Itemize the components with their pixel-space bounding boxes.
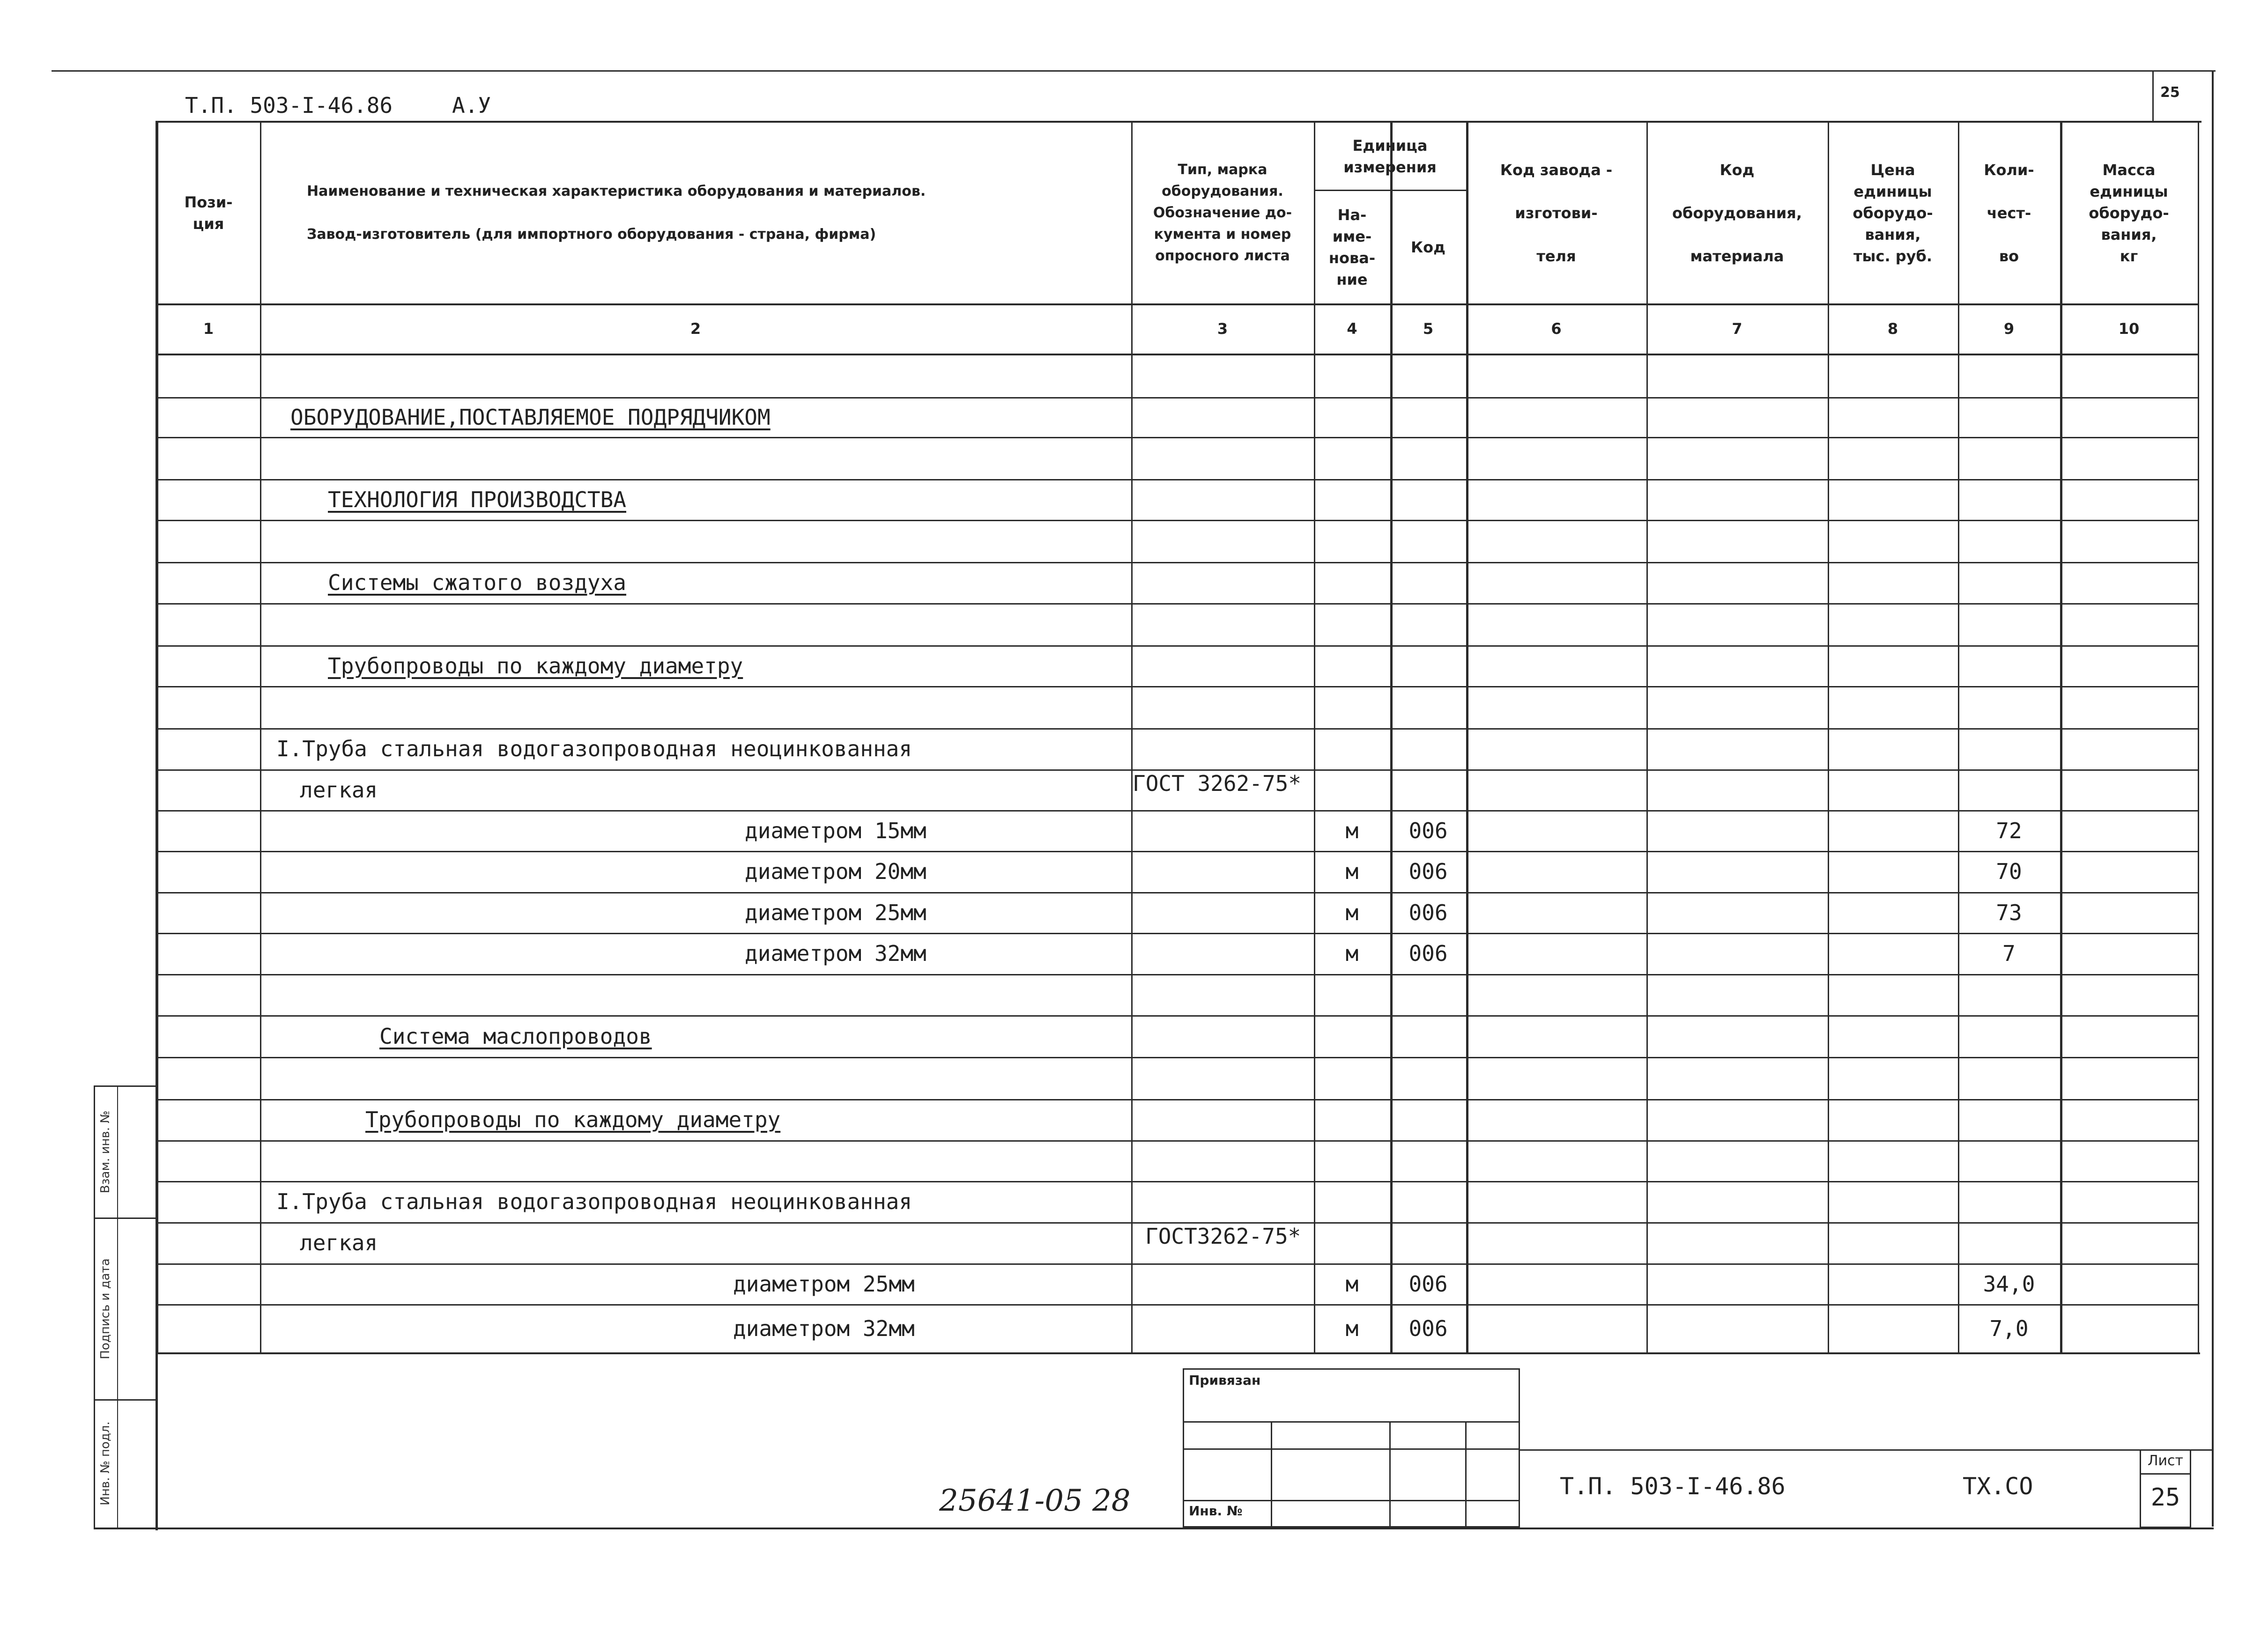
column-number-9: 9 [2003, 319, 2015, 338]
row-name: диаметром 15мм [745, 818, 926, 843]
column-header-7: Код оборудования, материала [1672, 161, 1802, 265]
row-name: Система маслопроводов [379, 1023, 652, 1049]
row-code [1390, 1181, 1466, 1222]
row-qty [1958, 686, 2060, 728]
corner-mark: 25 [2160, 84, 2180, 101]
row-qty [1958, 1181, 2060, 1222]
row-code [1390, 437, 1466, 479]
row-code [1390, 397, 1466, 437]
table-row [0, 933, 2268, 974]
row-qty [1958, 1222, 2060, 1263]
row-qty [1958, 603, 2060, 645]
row-code [1390, 1015, 1466, 1057]
row-unit [1314, 1057, 1390, 1099]
table-row [0, 479, 2268, 520]
side-label-signature-date: Подпись и дата [98, 1258, 112, 1359]
row-code: 006 [1408, 1271, 1448, 1297]
row-unit [1314, 397, 1390, 437]
table-row [0, 851, 2268, 892]
row-unit [1314, 1099, 1390, 1140]
column-header-9: Коли- чест- во [1984, 161, 2034, 265]
frame-top [52, 70, 2216, 72]
table-row [0, 520, 2268, 562]
row-name: ОБОРУДОВАНИЕ,ПОСТАВЛЯЕМОЕ ПОДРЯДЧИКОМ [290, 404, 771, 430]
table-row [0, 603, 2268, 645]
column-number-6: 6 [1551, 319, 1562, 338]
side-stamp-div1 [94, 1085, 157, 1087]
column-header-1: Пози- ция [184, 193, 233, 233]
row-name: I.Труба стальная водогазопроводная неоцинкованная [276, 736, 912, 761]
column-header-3: Тип, марка оборудования. Обозначение до- кумента и номер опросного листа [1153, 162, 1292, 264]
row-unit: м [1345, 900, 1359, 925]
row-code: 006 [1408, 941, 1448, 966]
row-unit [1314, 1015, 1390, 1057]
binding-v1 [1271, 1421, 1272, 1527]
row-unit: м [1345, 859, 1359, 884]
row-name: диаметром 25мм [745, 900, 926, 925]
table-row [0, 562, 2268, 603]
row-qty [1958, 479, 2060, 520]
row-qty [1958, 437, 2060, 479]
row-qty [1958, 769, 2060, 810]
row-qty: 73 [1996, 900, 2022, 925]
row-code [1390, 1099, 1466, 1140]
row-unit [1314, 1140, 1390, 1181]
column-header-5: Код [1411, 238, 1445, 256]
row-code [1390, 645, 1466, 686]
row-qty [1958, 1099, 2060, 1140]
row-unit [1314, 520, 1390, 562]
row-unit [1314, 974, 1390, 1015]
table-row [0, 1304, 2268, 1352]
row-qty [1958, 645, 2060, 686]
row-name: диаметром 32мм [745, 941, 926, 966]
frame-bottom [94, 1528, 2214, 1529]
table-row [0, 355, 2268, 397]
table-bottom [156, 1352, 2200, 1354]
row-qty: 70 [1996, 859, 2022, 884]
doc-mark: ТХ.СО [1963, 1473, 2033, 1500]
row-code [1390, 520, 1466, 562]
column-number-3: 3 [1217, 319, 1228, 338]
row-unit [1314, 728, 1390, 769]
column-number-10: 10 [2118, 319, 2140, 338]
row-unit [1314, 355, 1390, 397]
row-unit [1314, 769, 1390, 810]
table-row [0, 645, 2268, 686]
column-number-1: 1 [203, 319, 214, 338]
table-row [0, 1263, 2268, 1304]
row-qty [1958, 974, 2060, 1015]
table-row [0, 892, 2268, 933]
row-name: I.Труба стальная водогазопроводная неоцинкованная [276, 1189, 912, 1214]
side-stamp-left [94, 1085, 95, 1529]
column-header-6: Код завода - изготови- теля [1500, 161, 1613, 265]
row-unit [1314, 562, 1390, 603]
row-code [1390, 686, 1466, 728]
row-unit [1314, 1222, 1390, 1263]
corner-divider [2152, 70, 2154, 122]
table-row [0, 1140, 2268, 1181]
row-qty [1958, 1140, 2060, 1181]
album-code: А.У [452, 93, 491, 118]
row-name: ТЕХНОЛОГИЯ ПРОИЗВОДСТВА [328, 487, 626, 512]
sheet-divider [2141, 1473, 2190, 1475]
handwritten-number: 25641-05 28 [939, 1483, 1131, 1518]
column-number-4: 4 [1347, 319, 1357, 338]
row-qty [1958, 728, 2060, 769]
row-code: 006 [1408, 900, 1448, 925]
row-code: 006 [1408, 859, 1448, 884]
doc-code-top: Т.П. 503-I-46.86 [185, 93, 393, 118]
column-number-7: 7 [1732, 319, 1742, 338]
row-code: 006 [1408, 1315, 1448, 1341]
binding-v3 [1465, 1421, 1467, 1527]
row-unit [1314, 437, 1390, 479]
table-row [0, 686, 2268, 728]
row-doc: ГОСТ3262-75* [1145, 1224, 1301, 1249]
binding-line3 [1184, 1500, 1519, 1501]
row-qty [1958, 397, 2060, 437]
sheet-number: 25 [2150, 1483, 2180, 1512]
row-code: 006 [1408, 818, 1448, 843]
table-row [0, 810, 2268, 851]
row-unit [1314, 603, 1390, 645]
row-unit [1314, 645, 1390, 686]
column-header-8: Цена единицы оборудо- вания, тыс. руб. [1853, 161, 1933, 265]
side-label-replace-inv: Взам. инв. № [98, 1110, 112, 1194]
row-unit: м [1345, 1315, 1359, 1341]
row-name: диаметром 32мм [733, 1315, 915, 1341]
row-name: Системы сжатого воздуха [328, 570, 626, 595]
row-code [1390, 974, 1466, 1015]
sheet-box [2140, 1449, 2191, 1528]
binding-stamp [1183, 1368, 1520, 1528]
column-number-8: 8 [1887, 319, 1898, 338]
table-row [0, 397, 2268, 437]
row-name: диаметром 25мм [733, 1271, 915, 1297]
table-row [0, 437, 2268, 479]
row-code [1390, 1222, 1466, 1263]
binding-v2 [1389, 1421, 1391, 1527]
row-code [1390, 728, 1466, 769]
table-row [0, 1181, 2268, 1222]
table-row [0, 1222, 2268, 1263]
row-qty: 7,0 [1989, 1315, 2029, 1341]
row-qty: 34,0 [1983, 1271, 2035, 1297]
row-code [1390, 1140, 1466, 1181]
row-unit [1314, 479, 1390, 520]
row-name: легкая [300, 777, 378, 803]
table-row [0, 1015, 2268, 1057]
row-qty [1958, 355, 2060, 397]
row-code [1390, 603, 1466, 645]
row-name: легкая [300, 1230, 378, 1255]
table-row [0, 974, 2268, 1015]
row-unit: м [1345, 941, 1359, 966]
row-qty [1958, 1057, 2060, 1099]
row-name: Трубопроводы по каждому диаметру [365, 1107, 781, 1132]
row-qty [1958, 520, 2060, 562]
row-qty [1958, 562, 2060, 603]
table-row [0, 769, 2268, 810]
table-row [0, 1057, 2268, 1099]
row-unit: м [1345, 818, 1359, 843]
binding-line2 [1184, 1448, 1519, 1450]
column-number-5: 5 [1423, 319, 1434, 338]
row-doc: ГОСТ 3262-75* [1133, 770, 1302, 796]
binding-line1 [1184, 1421, 1519, 1423]
row-qty [1958, 1015, 2060, 1057]
row-name: диаметром 20мм [745, 859, 926, 884]
side-label-inv-orig: Инв. № подл. [98, 1421, 112, 1506]
row-unit: м [1345, 1271, 1359, 1297]
row-unit [1314, 1181, 1390, 1222]
column-header-10: Масса единицы оборудо- вания, кг [2089, 161, 2169, 265]
row-qty: 7 [2002, 941, 2016, 966]
row-code [1390, 355, 1466, 397]
row-unit [1314, 686, 1390, 728]
row-qty: 72 [1996, 818, 2022, 843]
sheet-label: Лист [2147, 1453, 2184, 1469]
row-code [1390, 562, 1466, 603]
bound-label: Привязан [1189, 1373, 1261, 1388]
row-code [1390, 1057, 1466, 1099]
side-stamp-inner [117, 1085, 118, 1529]
row-name: Трубопроводы по каждому диаметру [328, 653, 743, 679]
column-header-4: На- име- нова- ние [1328, 206, 1376, 288]
row-code [1390, 479, 1466, 520]
inv-label: Инв. № [1189, 1503, 1243, 1519]
column-number-2: 2 [690, 319, 701, 338]
table-row [0, 1099, 2268, 1140]
unit-group-header: Единица измерения [1343, 136, 1437, 176]
column-header-2: Наименование и техническая характеристика оборудования и материалов. Завод-изготовитель (для импортного оборудования - страна, фирма) [307, 183, 926, 243]
row-code [1390, 769, 1466, 810]
doc-code-bottom: Т.П. 503-I-46.86 [1560, 1473, 1786, 1500]
side-stamp-div2 [94, 1218, 157, 1219]
titleblock-top [1520, 1449, 2213, 1451]
